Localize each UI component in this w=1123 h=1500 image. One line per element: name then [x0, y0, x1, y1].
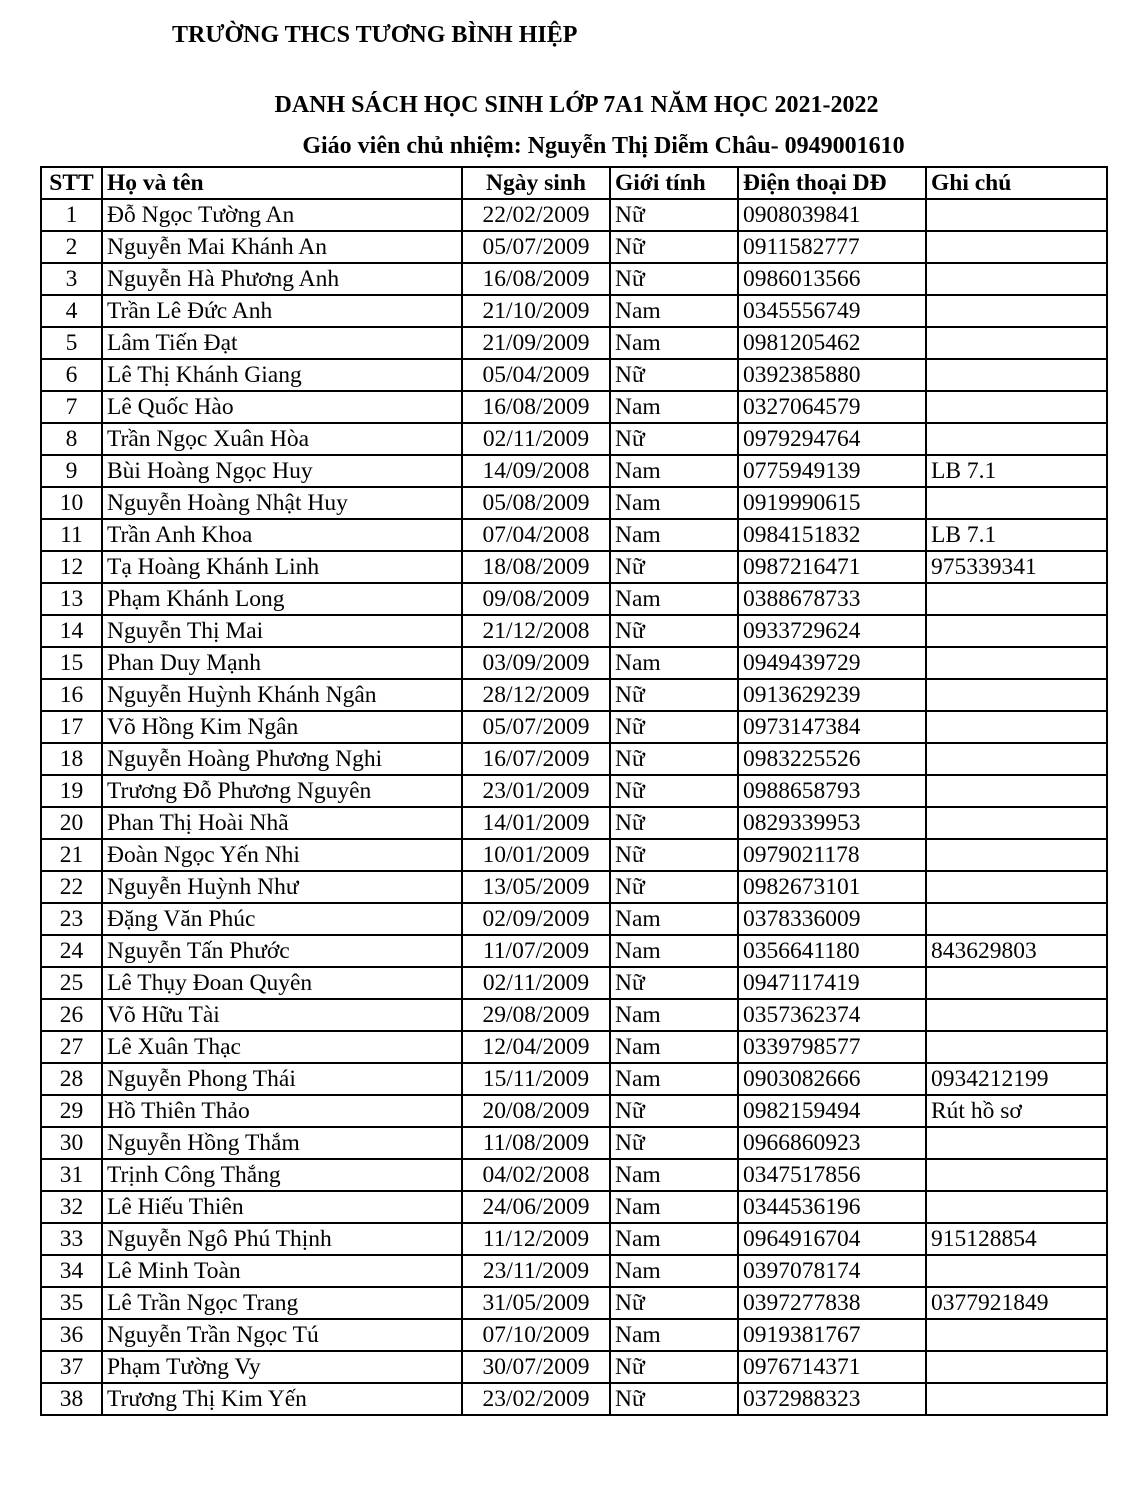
- table-row: [41, 999, 1107, 1031]
- document-title: DANH SÁCH HỌC SINH LỚP 7A1 NĂM HỌC 2021-2022: [274, 92, 879, 118]
- header-gender: Giới tính: [610, 167, 738, 199]
- cell-stt: 14: [41, 615, 102, 647]
- cell-gender: Nam: [610, 1191, 738, 1223]
- cell-name: Nguyễn Phong Thái: [102, 1063, 462, 1095]
- cell-gender: Nữ: [610, 839, 738, 871]
- cell-phone: 0982673101: [738, 871, 926, 903]
- cell-phone: 0988658793: [738, 775, 926, 807]
- cell-name: Trương Đỗ Phương Nguyên: [102, 775, 462, 807]
- table-row: [41, 1191, 1107, 1223]
- cell-note: LB 7.1: [926, 455, 1107, 487]
- cell-stt: 27: [41, 1031, 102, 1063]
- cell-dob: 05/07/2009: [462, 231, 610, 263]
- cell-gender: Nam: [610, 327, 738, 359]
- cell-gender: Nam: [610, 1063, 738, 1095]
- cell-note: [926, 679, 1107, 711]
- cell-dob: 13/05/2009: [462, 871, 610, 903]
- cell-note: [926, 199, 1107, 231]
- table-row: [41, 263, 1107, 295]
- cell-dob: 24/06/2009: [462, 1191, 610, 1223]
- cell-dob: 29/08/2009: [462, 999, 610, 1031]
- cell-stt: 37: [41, 1351, 102, 1383]
- header-note: Ghi chú: [926, 167, 1107, 199]
- cell-dob: 31/05/2009: [462, 1287, 610, 1319]
- cell-gender: Nam: [610, 583, 738, 615]
- cell-note: [926, 807, 1107, 839]
- table-row: [41, 743, 1107, 775]
- cell-gender: Nữ: [610, 1383, 738, 1415]
- cell-gender: Nam: [610, 391, 738, 423]
- cell-stt: 3: [41, 263, 102, 295]
- cell-gender: Nữ: [610, 551, 738, 583]
- cell-note: [926, 359, 1107, 391]
- cell-name: Nguyễn Huỳnh Như: [102, 871, 462, 903]
- cell-gender: Nam: [610, 1255, 738, 1287]
- cell-gender: Nữ: [610, 615, 738, 647]
- cell-stt: 19: [41, 775, 102, 807]
- cell-phone: 0392385880: [738, 359, 926, 391]
- table-row: [41, 1287, 1107, 1319]
- cell-gender: Nữ: [610, 1095, 738, 1127]
- cell-phone: 0388678733: [738, 583, 926, 615]
- table-row: [41, 519, 1107, 551]
- table-row: [41, 935, 1107, 967]
- cell-dob: 22/02/2009: [462, 199, 610, 231]
- cell-note: [926, 231, 1107, 263]
- cell-stt: 7: [41, 391, 102, 423]
- cell-name: Nguyễn Hà Phương Anh: [102, 263, 462, 295]
- cell-note: 975339341: [926, 551, 1107, 583]
- cell-stt: 32: [41, 1191, 102, 1223]
- cell-note: [926, 1255, 1107, 1287]
- cell-note: [926, 615, 1107, 647]
- cell-note: 0377921849: [926, 1287, 1107, 1319]
- table-row: [41, 391, 1107, 423]
- cell-dob: 23/01/2009: [462, 775, 610, 807]
- cell-name: Trương Thị Kim Yến: [102, 1383, 462, 1415]
- cell-note: [926, 391, 1107, 423]
- cell-gender: Nữ: [610, 807, 738, 839]
- cell-gender: Nam: [610, 519, 738, 551]
- table-row: [41, 199, 1107, 231]
- cell-name: Phạm Tường Vy: [102, 1351, 462, 1383]
- cell-note: [926, 327, 1107, 359]
- table-row: [41, 775, 1107, 807]
- cell-stt: 38: [41, 1383, 102, 1415]
- cell-dob: 05/04/2009: [462, 359, 610, 391]
- cell-phone: 0357362374: [738, 999, 926, 1031]
- cell-stt: 8: [41, 423, 102, 455]
- cell-phone: 0397277838: [738, 1287, 926, 1319]
- header-phone: Điện thoại DĐ: [738, 167, 926, 199]
- cell-gender: Nam: [610, 1319, 738, 1351]
- cell-stt: 17: [41, 711, 102, 743]
- cell-note: [926, 1191, 1107, 1223]
- cell-name: Nguyễn Trần Ngọc Tú: [102, 1319, 462, 1351]
- cell-name: Võ Hữu Tài: [102, 999, 462, 1031]
- cell-phone: 0378336009: [738, 903, 926, 935]
- cell-stt: 5: [41, 327, 102, 359]
- cell-dob: 21/09/2009: [462, 327, 610, 359]
- cell-stt: 22: [41, 871, 102, 903]
- cell-name: Lê Minh Toàn: [102, 1255, 462, 1287]
- table-row: [41, 327, 1107, 359]
- cell-phone: 0339798577: [738, 1031, 926, 1063]
- cell-stt: 2: [41, 231, 102, 263]
- cell-phone: 0908039841: [738, 199, 926, 231]
- cell-gender: Nam: [610, 647, 738, 679]
- cell-note: [926, 423, 1107, 455]
- cell-phone: 0344536196: [738, 1191, 926, 1223]
- table-row: [41, 871, 1107, 903]
- table-row: [41, 807, 1107, 839]
- cell-name: Lê Xuân Thạc: [102, 1031, 462, 1063]
- cell-phone: 0356641180: [738, 935, 926, 967]
- cell-phone: 0919990615: [738, 487, 926, 519]
- cell-dob: 15/11/2009: [462, 1063, 610, 1095]
- student-table: [40, 166, 1108, 1416]
- cell-dob: 11/08/2009: [462, 1127, 610, 1159]
- cell-dob: 14/09/2008: [462, 455, 610, 487]
- cell-gender: Nữ: [610, 423, 738, 455]
- cell-stt: 35: [41, 1287, 102, 1319]
- cell-gender: Nữ: [610, 871, 738, 903]
- cell-note: [926, 871, 1107, 903]
- cell-stt: 23: [41, 903, 102, 935]
- cell-name: Hồ Thiên Thảo: [102, 1095, 462, 1127]
- cell-phone: 0397078174: [738, 1255, 926, 1287]
- table-row: [41, 359, 1107, 391]
- cell-name: Lê Thụy Đoan Quyên: [102, 967, 462, 999]
- cell-dob: 10/01/2009: [462, 839, 610, 871]
- cell-phone: 0984151832: [738, 519, 926, 551]
- table-row: [41, 231, 1107, 263]
- cell-note: [926, 1127, 1107, 1159]
- cell-note: [926, 583, 1107, 615]
- cell-note: [926, 295, 1107, 327]
- cell-phone: 0966860923: [738, 1127, 926, 1159]
- cell-gender: Nữ: [610, 743, 738, 775]
- cell-stt: 20: [41, 807, 102, 839]
- cell-dob: 02/11/2009: [462, 967, 610, 999]
- cell-note: LB 7.1: [926, 519, 1107, 551]
- cell-phone: 0986013566: [738, 263, 926, 295]
- cell-note: [926, 647, 1107, 679]
- cell-dob: 11/12/2009: [462, 1223, 610, 1255]
- cell-gender: Nam: [610, 487, 738, 519]
- cell-gender: Nữ: [610, 231, 738, 263]
- cell-name: Lê Trần Ngọc Trang: [102, 1287, 462, 1319]
- table-row: [41, 967, 1107, 999]
- table-row: [41, 1319, 1107, 1351]
- cell-stt: 13: [41, 583, 102, 615]
- cell-gender: Nữ: [610, 711, 738, 743]
- cell-phone: 0987216471: [738, 551, 926, 583]
- cell-dob: 18/08/2009: [462, 551, 610, 583]
- cell-gender: Nữ: [610, 1351, 738, 1383]
- cell-phone: 0982159494: [738, 1095, 926, 1127]
- table-row: [41, 711, 1107, 743]
- school-name: TRƯỜNG THCS TƯƠNG BÌNH HIỆP: [172, 22, 578, 48]
- cell-phone: 0829339953: [738, 807, 926, 839]
- cell-name: Nguyễn Hoàng Phương Nghi: [102, 743, 462, 775]
- cell-stt: 15: [41, 647, 102, 679]
- cell-stt: 4: [41, 295, 102, 327]
- cell-note: [926, 999, 1107, 1031]
- cell-note: [926, 487, 1107, 519]
- cell-stt: 11: [41, 519, 102, 551]
- cell-dob: 03/09/2009: [462, 647, 610, 679]
- cell-phone: 0775949139: [738, 455, 926, 487]
- table-row: [41, 455, 1107, 487]
- cell-note: [926, 743, 1107, 775]
- table-row: [41, 1255, 1107, 1287]
- cell-dob: 28/12/2009: [462, 679, 610, 711]
- cell-stt: 33: [41, 1223, 102, 1255]
- cell-name: Tạ Hoàng Khánh Linh: [102, 551, 462, 583]
- cell-name: Đoàn Ngọc Yến Nhi: [102, 839, 462, 871]
- header-stt: STT: [41, 167, 102, 199]
- cell-phone: 0979294764: [738, 423, 926, 455]
- cell-gender: Nam: [610, 455, 738, 487]
- cell-note: [926, 1031, 1107, 1063]
- cell-note: [926, 839, 1107, 871]
- cell-stt: 10: [41, 487, 102, 519]
- homeroom-teacher: Giáo viên chủ nhiệm: Nguyễn Thị Diễm Châu- 0949001610: [302, 133, 905, 159]
- table-row: [41, 1351, 1107, 1383]
- cell-phone: 0947117419: [738, 967, 926, 999]
- table-row: [41, 551, 1107, 583]
- cell-name: Nguyễn Huỳnh Khánh Ngân: [102, 679, 462, 711]
- cell-note: Rút hồ sơ: [926, 1095, 1107, 1127]
- cell-note: [926, 903, 1107, 935]
- cell-name: Nguyễn Hoàng Nhật Huy: [102, 487, 462, 519]
- cell-gender: Nữ: [610, 199, 738, 231]
- table-row: [41, 583, 1107, 615]
- cell-phone: 0372988323: [738, 1383, 926, 1415]
- cell-stt: 25: [41, 967, 102, 999]
- cell-gender: Nữ: [610, 679, 738, 711]
- cell-dob: 23/02/2009: [462, 1383, 610, 1415]
- cell-note: [926, 1319, 1107, 1351]
- table-row: [41, 487, 1107, 519]
- cell-name: Lê Quốc Hào: [102, 391, 462, 423]
- cell-stt: 1: [41, 199, 102, 231]
- cell-note: [926, 1159, 1107, 1191]
- cell-phone: 0979021178: [738, 839, 926, 871]
- table-row: [41, 1383, 1107, 1415]
- cell-stt: 34: [41, 1255, 102, 1287]
- table-row: [41, 1063, 1107, 1095]
- table-body: [41, 199, 1107, 1415]
- cell-name: Trần Anh Khoa: [102, 519, 462, 551]
- cell-dob: 02/11/2009: [462, 423, 610, 455]
- table-row: [41, 1127, 1107, 1159]
- cell-dob: 05/07/2009: [462, 711, 610, 743]
- table-row: [41, 647, 1107, 679]
- cell-note: 915128854: [926, 1223, 1107, 1255]
- cell-gender: Nữ: [610, 1127, 738, 1159]
- cell-dob: 07/10/2009: [462, 1319, 610, 1351]
- cell-phone: 0964916704: [738, 1223, 926, 1255]
- cell-dob: 23/11/2009: [462, 1255, 610, 1287]
- cell-note: [926, 967, 1107, 999]
- cell-name: Phan Thị Hoài Nhã: [102, 807, 462, 839]
- cell-phone: 0327064579: [738, 391, 926, 423]
- cell-phone: 0981205462: [738, 327, 926, 359]
- cell-name: Nguyễn Hồng Thắm: [102, 1127, 462, 1159]
- cell-name: Trịnh Công Thắng: [102, 1159, 462, 1191]
- cell-phone: 0903082666: [738, 1063, 926, 1095]
- cell-gender: Nữ: [610, 1287, 738, 1319]
- cell-dob: 02/09/2009: [462, 903, 610, 935]
- cell-stt: 9: [41, 455, 102, 487]
- cell-dob: 09/08/2009: [462, 583, 610, 615]
- cell-dob: 16/08/2009: [462, 391, 610, 423]
- header-dob: Ngày sinh: [462, 167, 610, 199]
- cell-name: Nguyễn Ngô Phú Thịnh: [102, 1223, 462, 1255]
- cell-stt: 21: [41, 839, 102, 871]
- cell-phone: 0919381767: [738, 1319, 926, 1351]
- cell-name: Nguyễn Tấn Phước: [102, 935, 462, 967]
- cell-gender: Nữ: [610, 775, 738, 807]
- cell-note: 0934212199: [926, 1063, 1107, 1095]
- cell-dob: 11/07/2009: [462, 935, 610, 967]
- cell-stt: 26: [41, 999, 102, 1031]
- table-row: [41, 1223, 1107, 1255]
- cell-name: Nguyễn Mai Khánh An: [102, 231, 462, 263]
- cell-phone: 0973147384: [738, 711, 926, 743]
- cell-gender: Nam: [610, 935, 738, 967]
- cell-name: Trần Lê Đức Anh: [102, 295, 462, 327]
- cell-gender: Nam: [610, 1223, 738, 1255]
- cell-dob: 16/08/2009: [462, 263, 610, 295]
- cell-dob: 14/01/2009: [462, 807, 610, 839]
- table-row: [41, 615, 1107, 647]
- cell-phone: 0347517856: [738, 1159, 926, 1191]
- cell-phone: 0933729624: [738, 615, 926, 647]
- table-header-row: [41, 167, 1107, 199]
- cell-name: Bùi Hoàng Ngọc Huy: [102, 455, 462, 487]
- cell-gender: Nam: [610, 999, 738, 1031]
- cell-dob: 12/04/2009: [462, 1031, 610, 1063]
- cell-dob: 07/04/2008: [462, 519, 610, 551]
- cell-stt: 31: [41, 1159, 102, 1191]
- cell-name: Trần Ngọc Xuân Hòa: [102, 423, 462, 455]
- cell-name: Lê Hiếu Thiên: [102, 1191, 462, 1223]
- cell-stt: 36: [41, 1319, 102, 1351]
- cell-gender: Nam: [610, 295, 738, 327]
- cell-gender: Nữ: [610, 263, 738, 295]
- cell-stt: 30: [41, 1127, 102, 1159]
- cell-dob: 30/07/2009: [462, 1351, 610, 1383]
- table-row: [41, 423, 1107, 455]
- cell-name: Đặng Văn Phúc: [102, 903, 462, 935]
- cell-phone: 0949439729: [738, 647, 926, 679]
- cell-name: Võ Hồng Kim Ngân: [102, 711, 462, 743]
- cell-note: [926, 1351, 1107, 1383]
- cell-stt: 12: [41, 551, 102, 583]
- cell-note: [926, 711, 1107, 743]
- cell-dob: 21/12/2008: [462, 615, 610, 647]
- cell-phone: 0911582777: [738, 231, 926, 263]
- cell-name: Phạm Khánh Long: [102, 583, 462, 615]
- cell-dob: 21/10/2009: [462, 295, 610, 327]
- table-row: [41, 839, 1107, 871]
- cell-dob: 05/08/2009: [462, 487, 610, 519]
- cell-name: Nguyễn Thị Mai: [102, 615, 462, 647]
- cell-name: Đỗ Ngọc Tường An: [102, 199, 462, 231]
- cell-note: [926, 1383, 1107, 1415]
- table-row: [41, 1031, 1107, 1063]
- cell-stt: 16: [41, 679, 102, 711]
- cell-note: [926, 263, 1107, 295]
- cell-stt: 18: [41, 743, 102, 775]
- cell-gender: Nữ: [610, 359, 738, 391]
- cell-name: Lâm Tiến Đạt: [102, 327, 462, 359]
- table-row: [41, 295, 1107, 327]
- cell-gender: Nam: [610, 1159, 738, 1191]
- cell-stt: 29: [41, 1095, 102, 1127]
- cell-stt: 6: [41, 359, 102, 391]
- cell-phone: 0976714371: [738, 1351, 926, 1383]
- cell-stt: 24: [41, 935, 102, 967]
- cell-gender: Nam: [610, 903, 738, 935]
- cell-phone: 0913629239: [738, 679, 926, 711]
- cell-name: Phan Duy Mạnh: [102, 647, 462, 679]
- table-row: [41, 1159, 1107, 1191]
- cell-phone: 0345556749: [738, 295, 926, 327]
- header-name: Họ và tên: [102, 167, 462, 199]
- cell-dob: 20/08/2009: [462, 1095, 610, 1127]
- cell-stt: 28: [41, 1063, 102, 1095]
- cell-note: 843629803: [926, 935, 1107, 967]
- cell-name: Lê Thị Khánh Giang: [102, 359, 462, 391]
- table-row: [41, 1095, 1107, 1127]
- cell-dob: 04/02/2008: [462, 1159, 610, 1191]
- table-row: [41, 679, 1107, 711]
- table-row: [41, 903, 1107, 935]
- cell-gender: Nam: [610, 1031, 738, 1063]
- cell-note: [926, 775, 1107, 807]
- cell-dob: 16/07/2009: [462, 743, 610, 775]
- cell-gender: Nữ: [610, 967, 738, 999]
- cell-phone: 0983225526: [738, 743, 926, 775]
